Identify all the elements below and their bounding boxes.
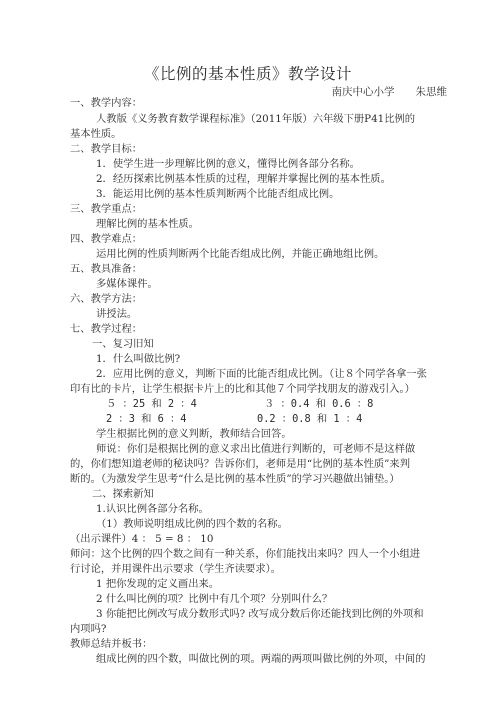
subheading-review: 一、复习旧知: [92, 338, 154, 350]
document-title: 《比例的基本性质》教学设计: [143, 65, 352, 83]
content-line: 1．什么叫做比例?: [96, 353, 181, 365]
content-line: 内项吗?: [70, 623, 107, 635]
content-line: 1 把你发现的定义画出来。: [96, 578, 220, 590]
content-line: （1）教师说明组成比例的四个数的名称。: [96, 518, 288, 530]
goal-item: 2．经历探索比例基本性质的过程，理解并掌握比例的基本性质。: [96, 173, 391, 185]
content-line: 教师总结并板书：: [70, 638, 153, 650]
ratio-pair: ５ ：25 和 2 ：4: [106, 398, 197, 410]
content-line: 3 你能把比例改写成分数形式吗? 改写成分数后你还能找到比例的外项和: [96, 608, 424, 620]
content-line: 行讨论，并用课件出示要求（学生齐读要求）。: [70, 563, 282, 575]
goal-item: 3．能运用比例的基本性质判断两个比能否组成比例。: [96, 188, 340, 200]
heading-process: 七、教学过程：: [70, 323, 143, 335]
content-line: 2 什么叫比例的项？比例中有几个项？分别叫什么？: [96, 593, 333, 605]
content-line: 人教版《义务教育数学课程标准》（2011年版）六年级下册P41比例的: [96, 113, 416, 125]
content-line: 的，你们想知道老师的秘诀吗？告诉你们，老师是用“比例的基本性质”来判: [70, 458, 411, 470]
heading-goals: 二、教学目标：: [70, 143, 143, 155]
content-line: 2．应用比例的意义，判断下面的比能否组成比例。（让８个同学各拿一张: [96, 368, 427, 380]
heading-content: 一、教学内容：: [70, 97, 143, 109]
author-byline: 南庆中心小学 朱思维: [331, 86, 447, 98]
content-line: 基本性质。: [70, 128, 122, 140]
content-line: 组成比例的四个数，叫做比例的项。两端的两项叫做比例的外项，中间的: [96, 653, 426, 665]
content-line: 学生根据比例的意义判断，教师结合回答。: [96, 428, 292, 440]
content-line: 讲授法。: [96, 308, 138, 320]
content-line: 理解比例的基本性质。: [96, 218, 199, 230]
ratio-pair: ３ ：0.4 和 0.6 ：8: [264, 398, 374, 410]
heading-difficulty: 四、教学难点：: [70, 233, 143, 245]
heading-key-point: 三、教学重点：: [70, 203, 143, 215]
content-line: 1.认识比例各部分名称。: [96, 503, 209, 515]
heading-materials: 五、教具准备：: [70, 263, 143, 275]
content-line: 断的。（为激发学生思考“什么是比例的基本性质”的学习兴趣做出铺垫。）: [70, 473, 400, 485]
ratio-pair: 2 ：3 和 6 ：4: [106, 413, 187, 425]
content-line: 多媒体课件。: [96, 278, 158, 290]
content-line: （出示课件）4 ： 5 = 8 ： 10: [70, 533, 214, 545]
goal-item: 1．使学生进一步理解比例的意义，懂得比例各部分名称。: [96, 158, 360, 170]
heading-method: 六、教学方法：: [70, 293, 143, 305]
content-line: 运用比例的性质判断两个比能否组成比例，并能正确地组比例。: [96, 248, 385, 260]
content-line: 师说：你们是根据比例的意义求出比值进行判断的，可老师不是这样做: [96, 443, 416, 455]
ratio-pair: 0.2 ：0.8 和 1 ：4: [257, 413, 363, 425]
content-line: 师问：这个比例的四个数之间有一种关系，你们能找出来吗？四人一个小组进: [70, 548, 421, 560]
content-line: 印有比的卡片，让学生根据卡片上的比和其他７个同学找朋友的游戏引入。）: [70, 383, 415, 395]
subheading-explore: 二、探索新知: [92, 488, 154, 500]
